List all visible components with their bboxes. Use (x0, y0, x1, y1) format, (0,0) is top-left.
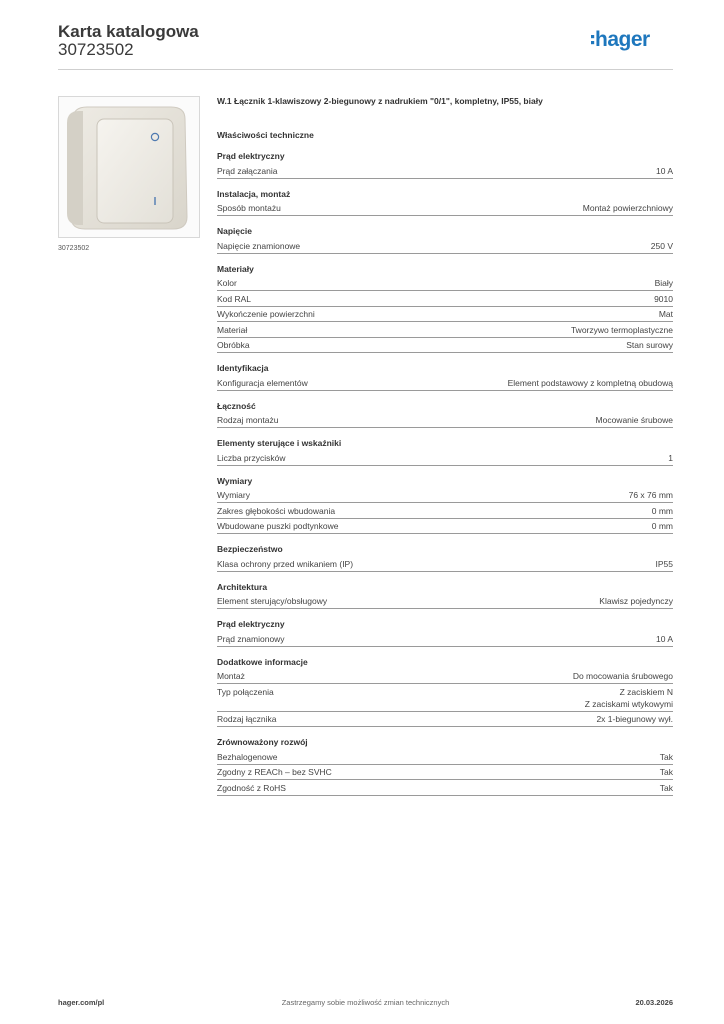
spec-value-line: Tak (659, 767, 673, 777)
spec-groups (217, 150, 673, 796)
spec-label: Zgodność z RoHS (217, 782, 286, 793)
spec-row (217, 684, 673, 712)
spec-group (217, 225, 673, 254)
spec-label: Wymiary (217, 490, 250, 500)
spec-label: Prąd znamionowy (217, 633, 285, 644)
spec-value (652, 505, 673, 517)
spec-group-title: Instalacja, montaż (217, 188, 291, 199)
spec-row (217, 488, 673, 504)
spec-label: Prąd załączania (217, 165, 278, 176)
spec-value-line: Mocowanie śrubowe (595, 415, 673, 425)
spec-group (217, 150, 673, 179)
spec-row (217, 749, 673, 765)
spec-row (217, 631, 673, 647)
spec-row (217, 503, 673, 519)
spec-label: Montaż (217, 671, 245, 681)
spec-group (217, 188, 673, 217)
spec-value-line: Klawisz pojedynczy (599, 596, 673, 606)
spec-value-line: Montaż powierzchniowy (582, 203, 673, 213)
spec-label: Zgodny z REACh – bez SVHC (217, 767, 332, 777)
spec-value-line: Tak (659, 751, 673, 762)
document-title: Karta katalogowa (58, 22, 199, 41)
spec-row (217, 238, 673, 254)
spec-value (599, 595, 673, 607)
spec-group (217, 263, 673, 354)
spec-value-line: Element podstawowy z kompletną obudową (507, 377, 673, 388)
spec-value-line: IP55 (655, 558, 673, 569)
spec-label: Element sterujący/obsługowy (217, 596, 328, 606)
spec-value (651, 240, 673, 252)
spec-value-line: Tworzywo termoplastyczne (570, 324, 673, 335)
spec-group-title: Dodatkowe informacje (217, 656, 308, 667)
spec-value (626, 339, 673, 351)
spec-value (571, 324, 673, 336)
spec-value-line: Do mocowania śrubowego (572, 671, 673, 681)
document-number: 30723502 (58, 40, 134, 59)
spec-label: Liczba przycisków (217, 452, 286, 463)
spec-group-title: Elementy sterujące i wskaźniki (217, 438, 342, 448)
spec-row (217, 201, 673, 217)
spec-label: Rodzaj łącznika (217, 714, 277, 724)
section-heading: Właściwości techniczne (217, 130, 314, 140)
spec-value (596, 713, 673, 725)
spec-label: Typ połączenia (217, 686, 274, 697)
spec-value (583, 202, 673, 214)
spec-value (659, 308, 673, 320)
spec-value-line: Mat (658, 309, 673, 319)
spec-row (217, 322, 673, 338)
spec-value-line: 10 A (655, 165, 673, 176)
spec-group-title: Identyfikacja (217, 363, 269, 373)
spec-row (217, 450, 673, 466)
spec-group-title: Materiały (217, 263, 254, 274)
spec-value (656, 558, 674, 570)
spec-value (660, 766, 673, 778)
spec-value-line: Z zaciskiem N (619, 686, 673, 697)
spec-row (217, 594, 673, 610)
spec-label: Materiał (217, 324, 248, 335)
spec-value-line: 1 (668, 452, 673, 463)
spec-group (217, 400, 673, 429)
image-caption: 30723502 (58, 245, 90, 252)
spec-row (217, 780, 673, 796)
page-footer (58, 998, 673, 1010)
spec-value-line: 2x 1-biegunowy wył. (596, 714, 673, 724)
spec-value-line: 250 V (650, 240, 673, 251)
spec-group-title: Bezpieczeństwo (217, 544, 283, 554)
spec-row (217, 276, 673, 292)
spec-row (217, 413, 673, 429)
page-header (58, 20, 673, 70)
spec-group (217, 736, 673, 796)
spec-group (217, 656, 673, 728)
spec-label: Konfiguracja elementów (217, 377, 308, 388)
footer-notice: Zastrzegamy sobie możliwość zmian technicznych (281, 998, 450, 1007)
spec-group-title: Zrównoważony rozwój (217, 737, 308, 747)
spec-row (217, 669, 673, 685)
spec-value-line: 76 x 76 mm (628, 490, 673, 500)
spec-value (656, 633, 673, 645)
spec-value-line: Z zaciskami wtykowymi (584, 698, 673, 709)
spec-label: Kod RAL (217, 293, 252, 304)
spec-label: Obróbka (217, 340, 250, 350)
spec-row (217, 519, 673, 535)
spec-label: Kolor (217, 278, 237, 288)
footer-website: hager.com/pl (58, 998, 105, 1007)
spec-group (217, 618, 673, 647)
spec-value (654, 293, 673, 305)
specification-content (217, 95, 673, 796)
spec-value (668, 452, 673, 464)
spec-group-title: Architektura (217, 581, 268, 592)
spec-label: Rodzaj montażu (217, 415, 279, 425)
spec-group-title: Prąd elektryczny (217, 619, 285, 629)
spec-value (656, 165, 673, 177)
spec-group (217, 581, 673, 610)
spec-group-title: Prąd elektryczny (217, 151, 285, 161)
spec-value-line: Biały (654, 278, 673, 288)
spec-value-line: Stan surowy (626, 340, 673, 350)
hager-logo (589, 26, 673, 56)
spec-group-title: Łączność (217, 400, 256, 411)
spec-value (660, 782, 673, 794)
spec-value (596, 414, 673, 426)
header-divider (58, 69, 673, 70)
spec-value (655, 277, 673, 289)
spec-row (217, 307, 673, 323)
spec-row (217, 375, 673, 391)
spec-group (217, 362, 673, 391)
spec-label: Sposób montażu (217, 203, 281, 213)
spec-group-title: Wymiary (217, 475, 253, 486)
spec-row (217, 712, 673, 728)
spec-group (217, 475, 673, 535)
product-title: W.1 Łącznik 1-klawiszowy 2-biegunowy z nadrukiem "0/1", kompletny, IP55, biały (217, 96, 543, 106)
footer-date: 20.03.2026 (635, 998, 673, 1007)
spec-row (217, 163, 673, 179)
spec-group-title: Napięcie (217, 226, 252, 236)
spec-label: Klasa ochrony przed wnikaniem (IP) (217, 558, 354, 569)
spec-group (217, 543, 673, 572)
spec-label: Wbudowane puszki podtynkowe (217, 521, 339, 531)
spec-label: Bezhalogenowe (217, 751, 278, 762)
product-photo-switch-icon (59, 97, 199, 237)
spec-value (585, 686, 673, 710)
spec-value (573, 670, 673, 682)
spec-row (217, 338, 673, 354)
spec-value-line: 9010 (654, 293, 673, 304)
spec-row (217, 556, 673, 572)
product-image (58, 96, 200, 238)
spec-value (652, 520, 673, 532)
spec-value (629, 489, 673, 501)
spec-label: Zakres głębokości wbudowania (217, 505, 336, 516)
spec-value-line: Tak (659, 782, 673, 793)
spec-row (217, 765, 673, 781)
spec-group (217, 437, 673, 466)
spec-label: Napięcie znamionowe (217, 240, 301, 251)
spec-value (508, 377, 673, 389)
spec-value (660, 751, 673, 763)
spec-value-line: 0 mm (651, 505, 673, 516)
spec-value-line: 10 A (655, 633, 673, 644)
spec-row (217, 291, 673, 307)
spec-value-line: 0 mm (651, 521, 673, 531)
spec-label: Wykończenie powierzchni (217, 309, 315, 319)
svg-text:hager: hager (595, 28, 650, 51)
